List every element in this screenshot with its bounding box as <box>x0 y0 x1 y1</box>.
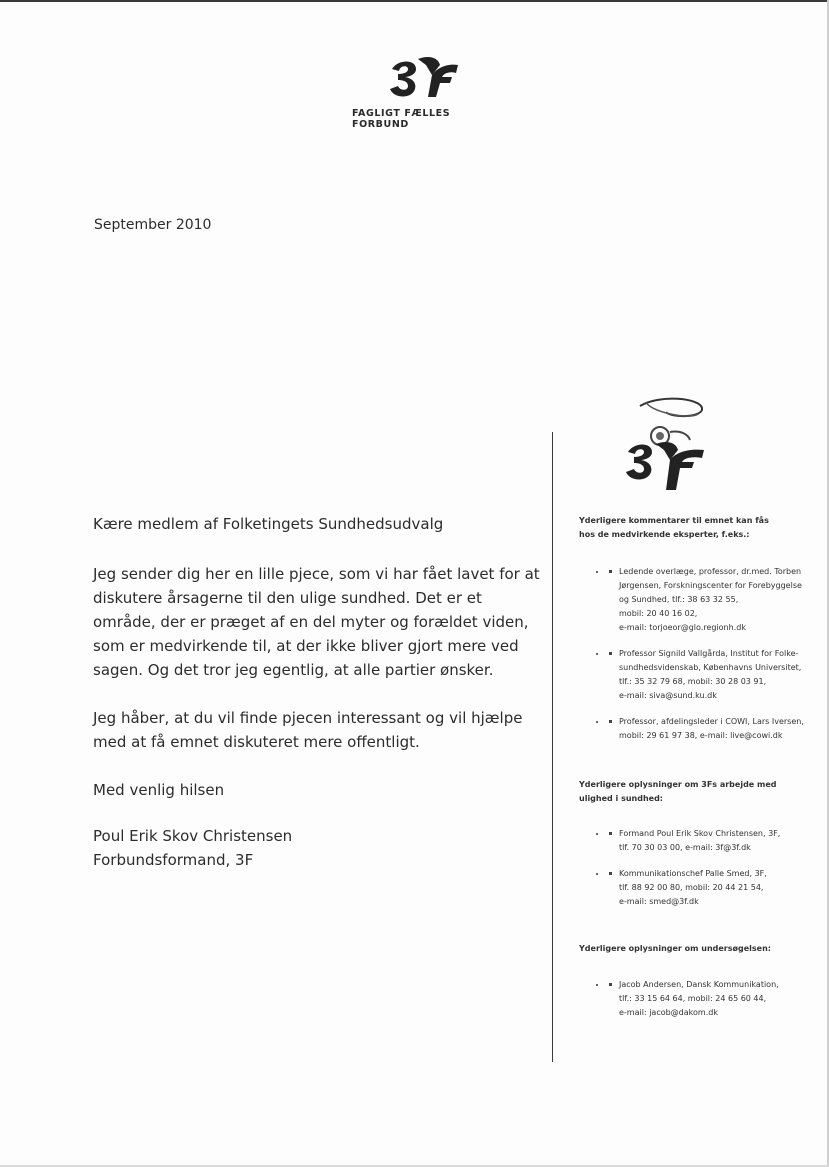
experts-list <box>567 565 827 755</box>
list-item: • Kommunikationschef Palle Smed, 3F, tlf. 88 92 00 80, mobil: 20 44 21 54, e-mail: smed@3f.dk <box>607 867 827 909</box>
contacts-3f-list <box>567 827 827 921</box>
sidebar-heading-3f: Yderligere oplysninger om 3Fs arbejde med ulighed i sundhed: <box>579 780 777 803</box>
scan-edge-top <box>0 0 829 2</box>
salutation: Kære medlem af Folketingets Sundhedsudvalg <box>93 515 444 533</box>
list-item: • Formand Poul Erik Skov Christensen, 3F, tlf. 70 30 03 00, e-mail: 3f@3f.dk <box>607 827 827 855</box>
sidebar-heading-experts: Yderligere kommentarer til emnet kan fås hos de medvirkende eksperter, f.eks.: <box>579 516 769 539</box>
list-item: • Ledende overlæge, professor, dr.med. Torben Jørgensen, Forskningscenter for Forebyggelse og Sundhed, tlf.: 38 63 32 55, mobil: 20 40 16 02, e-mail: torjoeor@glo.regionh.dk <box>607 565 827 635</box>
list-item: • Professor Signild Vallgårda, Institut for Folke- sundhedsvidenskab, Københavns Universitet, tlf.: 35 32 79 68, mobil: 30 28 03 91, e-mail: siva@sund.ku.dk <box>607 647 827 703</box>
list-item: • Professor, afdelingsleder i COWI, Lars Iversen, mobil: 29 61 97 38, e-mail: live@cowi.dk <box>607 715 827 743</box>
sidebar-heading-survey: Yderligere oplysninger om undersøgelsen: <box>579 944 771 953</box>
survey-contacts-list <box>567 978 827 1032</box>
list-item: • Jacob Andersen, Dansk Kommunikation, tlf.: 33 15 64 64, mobil: 24 65 60 44, e-mail: jacob@dakom.dk <box>607 978 827 1020</box>
signature-title: Forbundsformand, 3F <box>93 851 254 869</box>
letter-date: September 2010 <box>94 217 212 233</box>
signature-block <box>93 824 523 872</box>
organization-name: FAGLIGT FÆLLES FORBUND <box>352 108 451 130</box>
closing: Med venlig hilsen <box>93 781 225 799</box>
stethoscope-3f-logo-icon <box>620 392 720 496</box>
body-paragraph-2: Jeg håber, at du vil finde pjecen interessant og vil hjælpe med at få emnet diskuteret mere offentligt. <box>93 709 523 751</box>
3f-logo-icon <box>388 55 460 99</box>
body-paragraph-1: Jeg sender dig her en lille pjece, som vi har fået lavet for at diskutere årsagerne til den ulige sundhed. Det er et område, der er præget af en del myter og forældet viden, som er medvirkende til, at der ikke bliver gjort mere ved sagen. Og det tror jeg egentlig, at alle partier ønsker. <box>93 565 540 679</box>
sidebar-divider <box>552 432 553 1062</box>
signature-name: Poul Erik Skov Christensen <box>93 827 293 845</box>
